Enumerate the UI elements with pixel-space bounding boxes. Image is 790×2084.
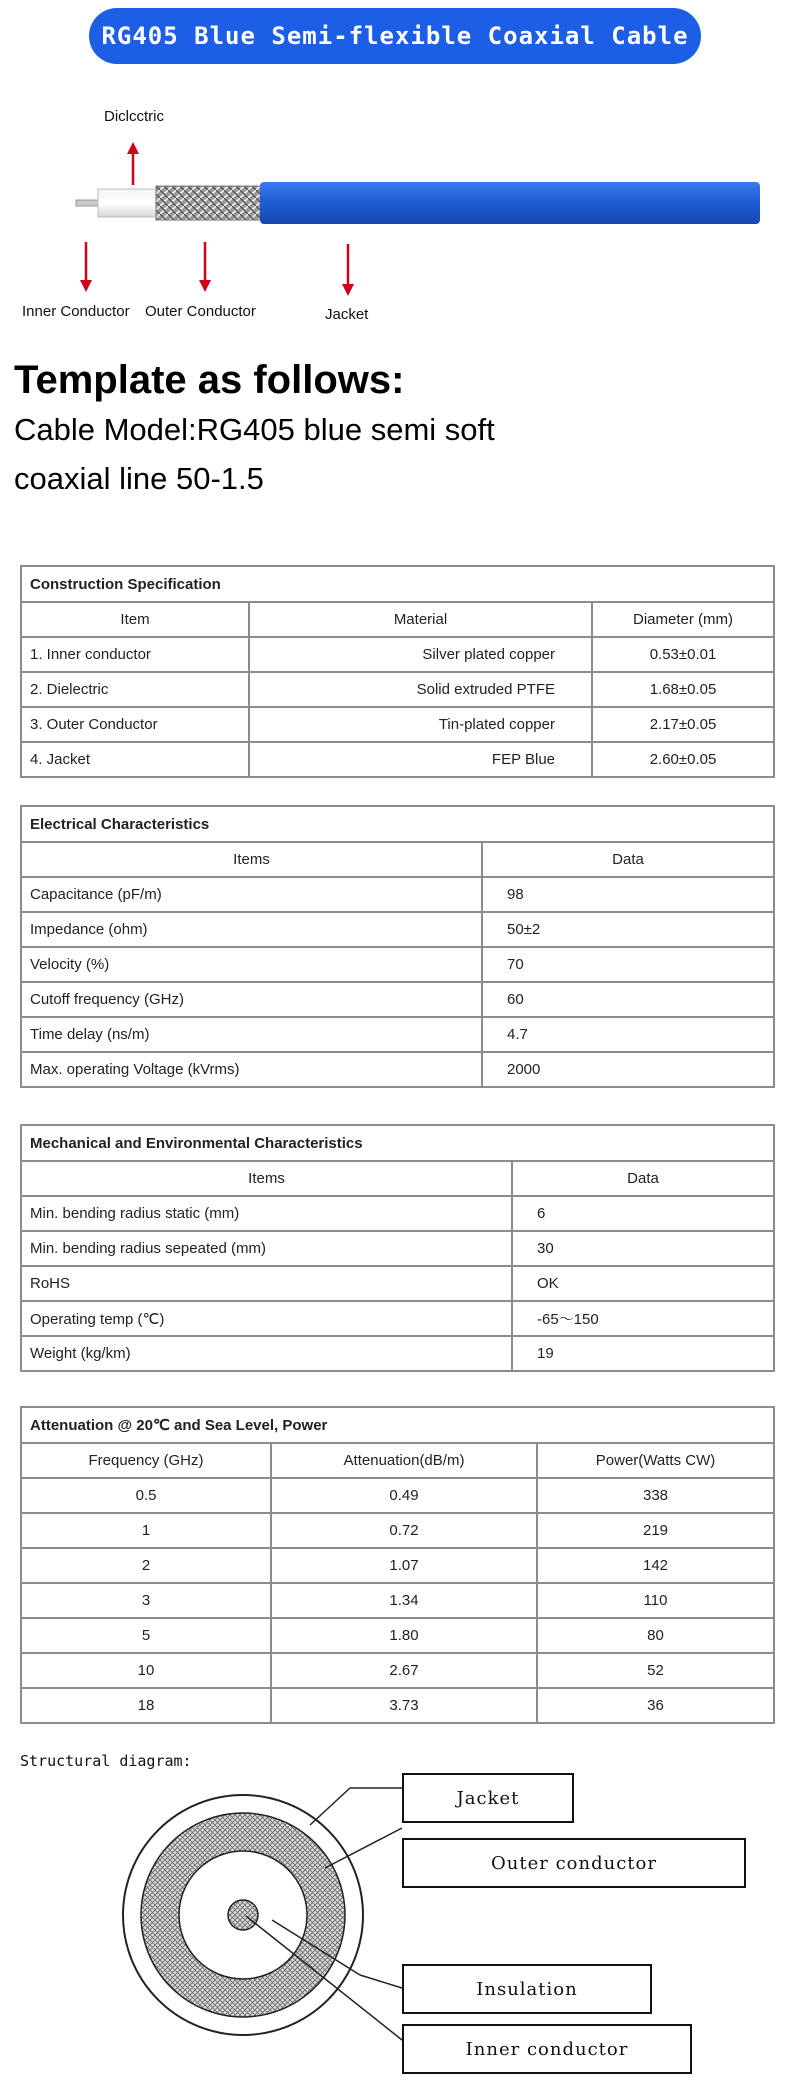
table-cell: 1 [21,1513,271,1548]
table-cell: Impedance (ohm) [21,912,482,947]
label-dielectric: Diclcctric [104,108,164,125]
table-cell: Operating temp (℃) [21,1301,512,1336]
table-cell: Tin-plated copper [249,707,592,742]
jacket-label: Jacket [456,1787,520,1809]
arrowhead-dielectric [127,142,139,154]
outer-conductor-label-box [402,1838,746,1888]
table-cell: 2000 [482,1052,774,1087]
column-header: Items [21,842,482,877]
table-cell: 142 [537,1548,774,1583]
jacket-label-box [402,1773,574,1823]
table-cell: 219 [537,1513,774,1548]
table-row [21,912,774,947]
table-cell: FEP Blue [249,742,592,777]
table-cell: Max. operating Voltage (kVrms) [21,1052,482,1087]
arrowhead-inner [80,280,92,292]
table-row [21,1266,774,1301]
table-cell: 4. Jacket [21,742,249,777]
table-cell: 30 [512,1231,774,1266]
table-row [21,742,774,777]
jacket-segment [260,182,760,224]
table-cell: 0.5 [21,1478,271,1513]
table-cell: 1.68±0.05 [592,672,774,707]
table-row [21,877,774,912]
table-cell: 10 [21,1653,271,1688]
table-title: Construction Specification [21,566,774,602]
arrowhead-outer [199,280,211,292]
table-cell: 1.80 [271,1618,537,1653]
table-cell: OK [512,1266,774,1301]
structural-diagram-title: Structural diagram: [20,1752,192,1770]
structural-diagram [0,1770,790,2079]
table-cell: 98 [482,877,774,912]
table-cell: 2.67 [271,1653,537,1688]
table-row [21,1688,774,1723]
table-cell: 4.7 [482,1017,774,1052]
table-cell: 0.53±0.01 [592,637,774,672]
construction-table [20,565,775,778]
model-line-2: coaxial line 50-1.5 [14,461,264,496]
braid-segment [156,186,262,220]
title-banner [89,8,701,64]
inner-conductor-label: Inner conductor [465,2038,629,2060]
table-cell: 2 [21,1548,271,1583]
table-title: Mechanical and Environmental Characteristics [21,1125,774,1161]
table-cell: RoHS [21,1266,512,1301]
table-row [21,637,774,672]
column-header: Power(Watts CW) [537,1443,774,1478]
table-cell: Time delay (ns/m) [21,1017,482,1052]
table-row [21,707,774,742]
table-row [21,982,774,1017]
table-cell: 36 [537,1688,774,1723]
table-cell: 3 [21,1583,271,1618]
table-cell: 3.73 [271,1688,537,1723]
inner-conductor-label-box [402,2024,692,2074]
electrical-table [20,805,775,1088]
table-cell: Capacitance (pF/m) [21,877,482,912]
table-cell: 0.72 [271,1513,537,1548]
table-cell: Weight (kg/km) [21,1336,512,1371]
table-cell: 2.60±0.05 [592,742,774,777]
table-title: Attenuation @ 20℃ and Sea Level, Power [21,1407,774,1443]
table-cell: 52 [537,1653,774,1688]
column-header: Item [21,602,249,637]
column-header: Data [482,842,774,877]
table-cell: 1.07 [271,1548,537,1583]
table-row [21,1336,774,1371]
table-cell: Cutoff frequency (GHz) [21,982,482,1017]
insulation-label: Insulation [476,1978,578,2000]
table-cell: 19 [512,1336,774,1371]
table-cell: 60 [482,982,774,1017]
table-cell: Velocity (%) [21,947,482,982]
table-cell: 6 [512,1196,774,1231]
mechanical-table [20,1124,775,1372]
table-cell: 18 [21,1688,271,1723]
table-row [21,1196,774,1231]
table-cell: 80 [537,1618,774,1653]
column-header: Data [512,1161,774,1196]
table-cell: Solid extruded PTFE [249,672,592,707]
table-row [21,1231,774,1266]
table-row [21,1301,774,1336]
attenuation-table [20,1406,775,1724]
leader-jacket [310,1788,350,1825]
table-row [21,1052,774,1087]
table-cell: 3. Outer Conductor [21,707,249,742]
table-row [21,1017,774,1052]
column-header: Items [21,1161,512,1196]
model-line-1: Cable Model:RG405 blue semi soft [14,412,495,447]
table-cell: Min. bending radius sepeated (mm) [21,1231,512,1266]
table-cell: 338 [537,1478,774,1513]
table-row [21,672,774,707]
column-header: Attenuation(dB/m) [271,1443,537,1478]
table-row [21,1513,774,1548]
table-cell: Min. bending radius static (mm) [21,1196,512,1231]
label-jacket: Jacket [325,306,369,323]
table-cell: 110 [537,1583,774,1618]
table-row [21,947,774,982]
template-heading: Template as follows: [14,358,405,402]
table-cell: 2. Dielectric [21,672,249,707]
table-cell: -65～150 [512,1301,774,1336]
label-outer-conductor: Outer Conductor [145,303,256,320]
inner-conductor-pin [76,200,100,206]
inner-conductor-disk [228,1900,258,1930]
cable-photo [0,70,790,340]
column-header: Diameter (mm) [592,602,774,637]
table-cell: Silver plated copper [249,637,592,672]
column-header: Material [249,602,592,637]
table-cell: 0.49 [271,1478,537,1513]
column-header: Frequency (GHz) [21,1443,271,1478]
table-cell: 5 [21,1618,271,1653]
banner-title: RG405 Blue Semi-flexible Coaxial Cable [101,22,689,50]
table-cell: 1. Inner conductor [21,637,249,672]
leader-insulation-h [360,1975,402,1988]
insulation-label-box [402,1964,652,2014]
table-cell: 2.17±0.05 [592,707,774,742]
table-cell: 1.34 [271,1583,537,1618]
table-cell: 70 [482,947,774,982]
table-title: Electrical Characteristics [21,806,774,842]
table-row [21,1548,774,1583]
arrowhead-jacket [342,284,354,296]
table-row [21,1618,774,1653]
label-inner-conductor: Inner Conductor [22,303,130,320]
table-cell: 50±2 [482,912,774,947]
table-row [21,1478,774,1513]
dielectric-segment [98,189,156,217]
table-row [21,1583,774,1618]
outer-conductor-label: Outer conductor [491,1852,657,1874]
table-row [21,1653,774,1688]
